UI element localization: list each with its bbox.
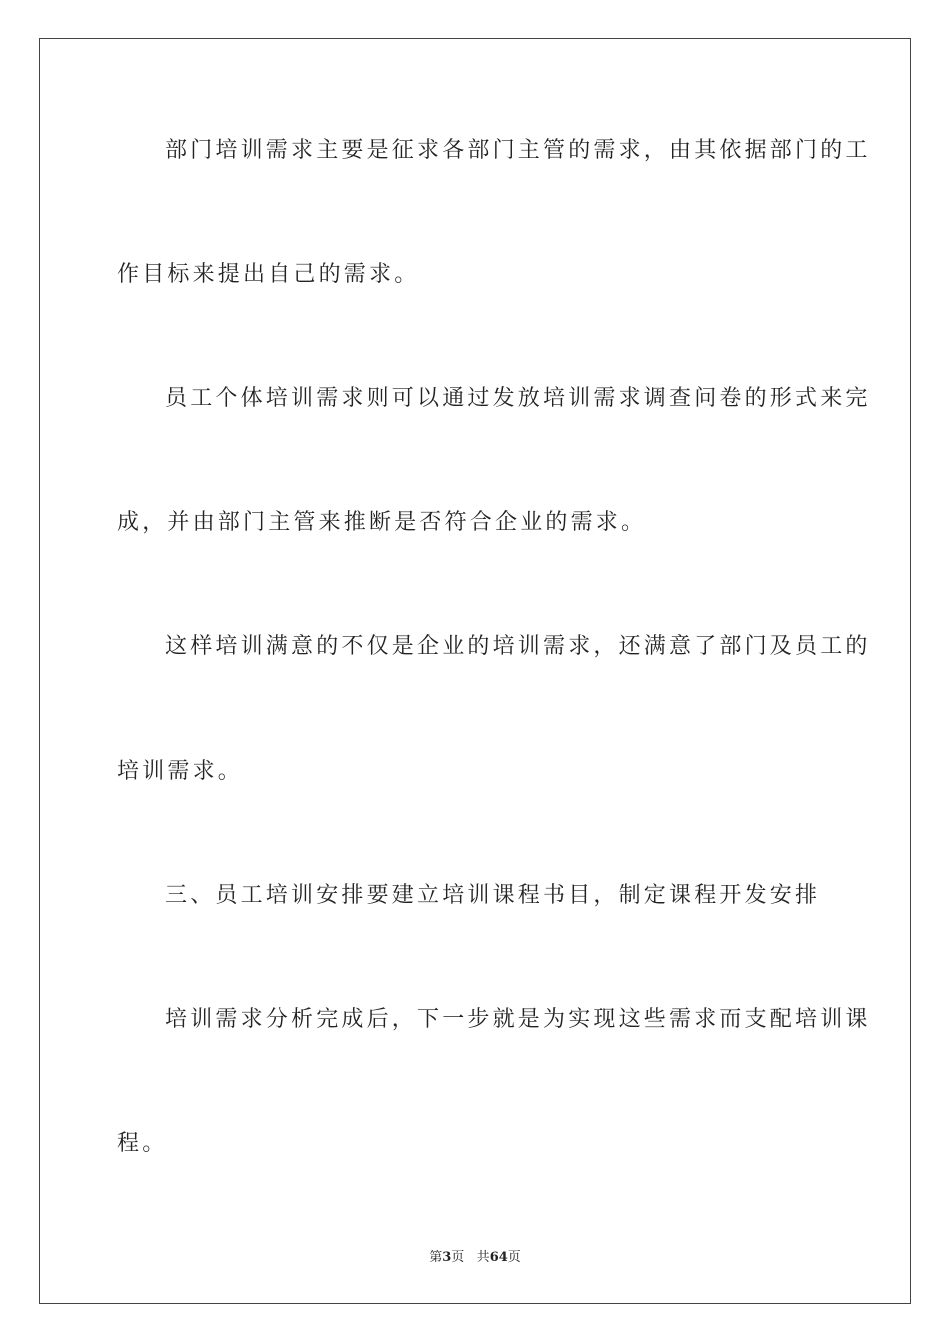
page-border [39, 38, 911, 1304]
total-prefix: 共 [476, 1250, 490, 1265]
paragraph-2-line-1: 员工个体培训需求则可以通过发放培训需求调查问卷的形式来完 [165, 386, 871, 411]
page-prefix: 第 [429, 1250, 443, 1265]
paragraph-5-line-1: 培训需求分析完成后，下一步就是为实现这些需求而支配培训课 [165, 1007, 871, 1032]
section-heading: 三、员工培训安排要建立培训课程书目，制定课程开发安排 [165, 883, 821, 908]
paragraph-3-line-1: 这样培训满意的不仅是企业的培训需求，还满意了部门及员工的 [165, 634, 871, 659]
total-suffix: 页 [507, 1250, 521, 1265]
page-suffix: 页 [451, 1250, 465, 1265]
total-pages: 64 [489, 1250, 508, 1265]
page-number: 3 [442, 1250, 452, 1265]
page-footer [0, 1246, 950, 1265]
paragraph-1-line-2: 作目标来提出自己的需求。 [117, 262, 420, 287]
paragraph-3-line-2: 培训需求。 [117, 759, 244, 784]
paragraph-1-line-1: 部门培训需求主要是征求各部门主管的需求，由其依据部门的工 [165, 138, 871, 163]
paragraph-2-line-2: 成，并由部门主管来推断是否符合企业的需求。 [117, 510, 647, 535]
paragraph-5-line-2: 程。 [117, 1131, 168, 1156]
